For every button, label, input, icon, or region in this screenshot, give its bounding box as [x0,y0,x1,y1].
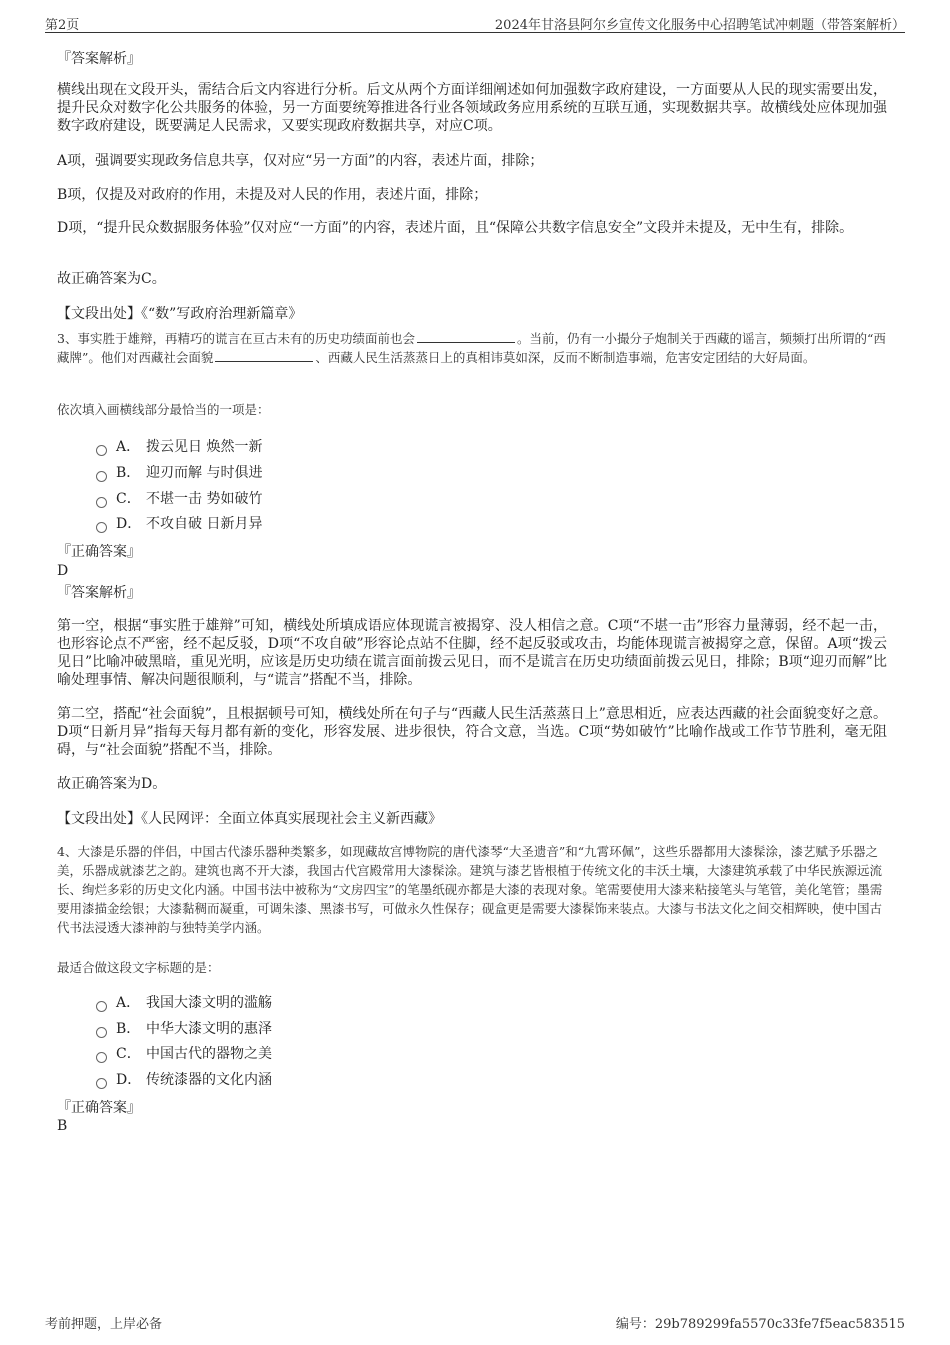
question-3-prompt: 依次填入画横线部分最恰当的一项是： [57,402,270,417]
analysis-label-3: 『答案解析』 [57,585,141,601]
option-b[interactable]: B． 中华大漆文明的惠泽 [96,1019,272,1039]
radio-button[interactable] [96,1052,107,1063]
correct-answer-3: D [57,563,69,579]
answer-conclusion-1: 故正确答案为C。 [57,271,166,287]
option-a[interactable]: A． 我国大漆文明的滥觞 [96,993,272,1013]
analysis-3-paragraph-1: 第一空，根据“事实胜于雄辩”可知，横线处所填成语应体现谎言被揭穿、没人相信之意。C项“不堪一击”形容力量薄弱，经不起一击，也形容论点不严密，经不起反驳，D项“不攻自破”形容论点站不住脚，经不起反驳或攻击，均能体现谎言被揭穿之意，保留。A项“拨云见日”比喻冲破黑暗，重见光明，应该是历史功绩在谎言面前拨云见日，而不是谎言在历史功绩面前拨云见日，排除；B项“迎刃而解”比喻处理事情、解决问题很顺利，与“谎言”搭配不当，排除。 [57,618,887,688]
correct-answer-label-3: 『正确答案』 [57,544,141,560]
answer-conclusion-3: 故正确答案为D。 [57,776,167,792]
option-d[interactable]: D． 传统漆器的文化内涵 [96,1070,272,1090]
radio-button[interactable] [96,1001,107,1012]
page-header [45,10,905,33]
radio-button[interactable] [96,1027,107,1038]
analysis-paragraph-4: D项，“提升民众数据服务体验”仅对应“一方面”的内容，表述片面，且“保障公共数字信息安全”文段并未提及，无中生有，排除。 [57,220,854,236]
footer-document-id: 编号：29b789299fa5570c33fe7f5eac583515 [615,1317,905,1332]
analysis-3-paragraph-2: 第二空，搭配“社会面貌”，且根据顿号可知，横线处所在句子与“西藏人民生活蒸蒸日上”意思相近，应表达西藏的社会面貌变好之意。D项“日新月异”指每天每月都有新的变化，形容发展、进步很快，符合文意，当选。C项“势如破竹”比喻作战或工作节节胜利，毫无阻碍，与“社会面貌”搭配不当，排除。 [57,706,887,758]
radio-button[interactable] [96,522,107,533]
fill-blank-1 [417,329,515,343]
analysis-paragraph-1: 横线出现在文段开头，需结合后文内容进行分析。后文从两个方面详细阐述如何加强数字政府建设，一方面要从人民的现实需要出发，提升民众对数字化公共服务的体验，另一方面要统筹推进各行业各领域政务应用系统的互联互通，实现数据共享。故横线处应体现加强数字政府建设，既要满足人民需求，又要实现政府数据共享，对应C项。 [57,82,887,134]
analysis-label-1: 『答案解析』 [57,51,141,67]
option-c[interactable]: C． 不堪一击 势如破竹 [96,489,262,509]
source-citation-3: 【文段出处】《人民网评：全面立体真实展现社会主义新西藏》 [57,811,442,827]
page-number: 第2页 [45,18,80,33]
radio-button[interactable] [96,445,107,456]
analysis-paragraph-2: A项，强调要实现政务信息共享，仅对应“另一方面”的内容，表述片面，排除； [57,153,544,169]
option-c[interactable]: C． 中国古代的器物之美 [96,1044,272,1064]
question-4-prompt: 最适合做这段文字标题的是： [57,960,220,975]
question-4-text: 4、大漆是乐器的伴侣，中国古代漆乐器种类繁多，如现藏故宫博物院的唐代漆琴“大圣遗音”和“九霄环佩”，这些乐器都用大漆髹涂，漆艺赋予乐器之美，乐器成就漆艺之韵。建筑也离不开大漆，我国古代宫殿常用大漆髹涂。建筑与漆艺皆根植于传统文化的丰沃土壤，大漆建筑承载了中华民族源远流长、绚烂多彩的历史文化内涵。中国书法中被称为“文房四宝”的笔墨纸砚亦都是大漆的表现对象。笔需要使用大漆来粘接笔头与笔管，美化笔管；墨需要用漆描金绘银；大漆黏稠而凝重，可调朱漆、黑漆书写，可做永久性保存；砚盒更是需要大漆髹饰来装点。大漆与书法文化之间交相辉映，使中国古代书法浸透大漆神韵与独特美学内涵。 [57,844,883,935]
analysis-paragraph-3: B项，仅提及对政府的作用，未提及对人民的作用，表述片面，排除； [57,187,488,203]
option-d[interactable]: D． 不攻自破 日新月异 [96,514,262,534]
option-a[interactable]: A． 拨云见日 焕然一新 [96,437,262,457]
question-3-text: 3、事实胜于雄辩，再精巧的谎言在亘古未有的历史功绩面前也会 。当前，仍有一小撮分子炮制关于西藏的谣言，频频打出所谓的“西藏牌”。他们对西藏社会面貌 、西藏人民生活蒸蒸日上的真相讳莫如深，反而不断制造事端，危害安定团结的大好局面。 [57,331,886,365]
footer-slogan: 考前押题，上岸必备 [45,1317,163,1332]
radio-button[interactable] [96,471,107,482]
fill-blank-2 [215,348,313,362]
radio-button[interactable] [96,497,107,508]
radio-button[interactable] [96,1078,107,1089]
correct-answer-label-4: 『正确答案』 [57,1100,141,1116]
document-title: 2024年甘洛县阿尔乡宣传文化服务中心招聘笔试冲刺题（带答案解析） [494,18,905,33]
correct-answer-4: B [57,1118,68,1134]
option-b[interactable]: B． 迎刃而解 与时俱进 [96,463,262,483]
source-citation-1: 【文段出处】《“数”写政府治理新篇章》 [57,306,303,322]
